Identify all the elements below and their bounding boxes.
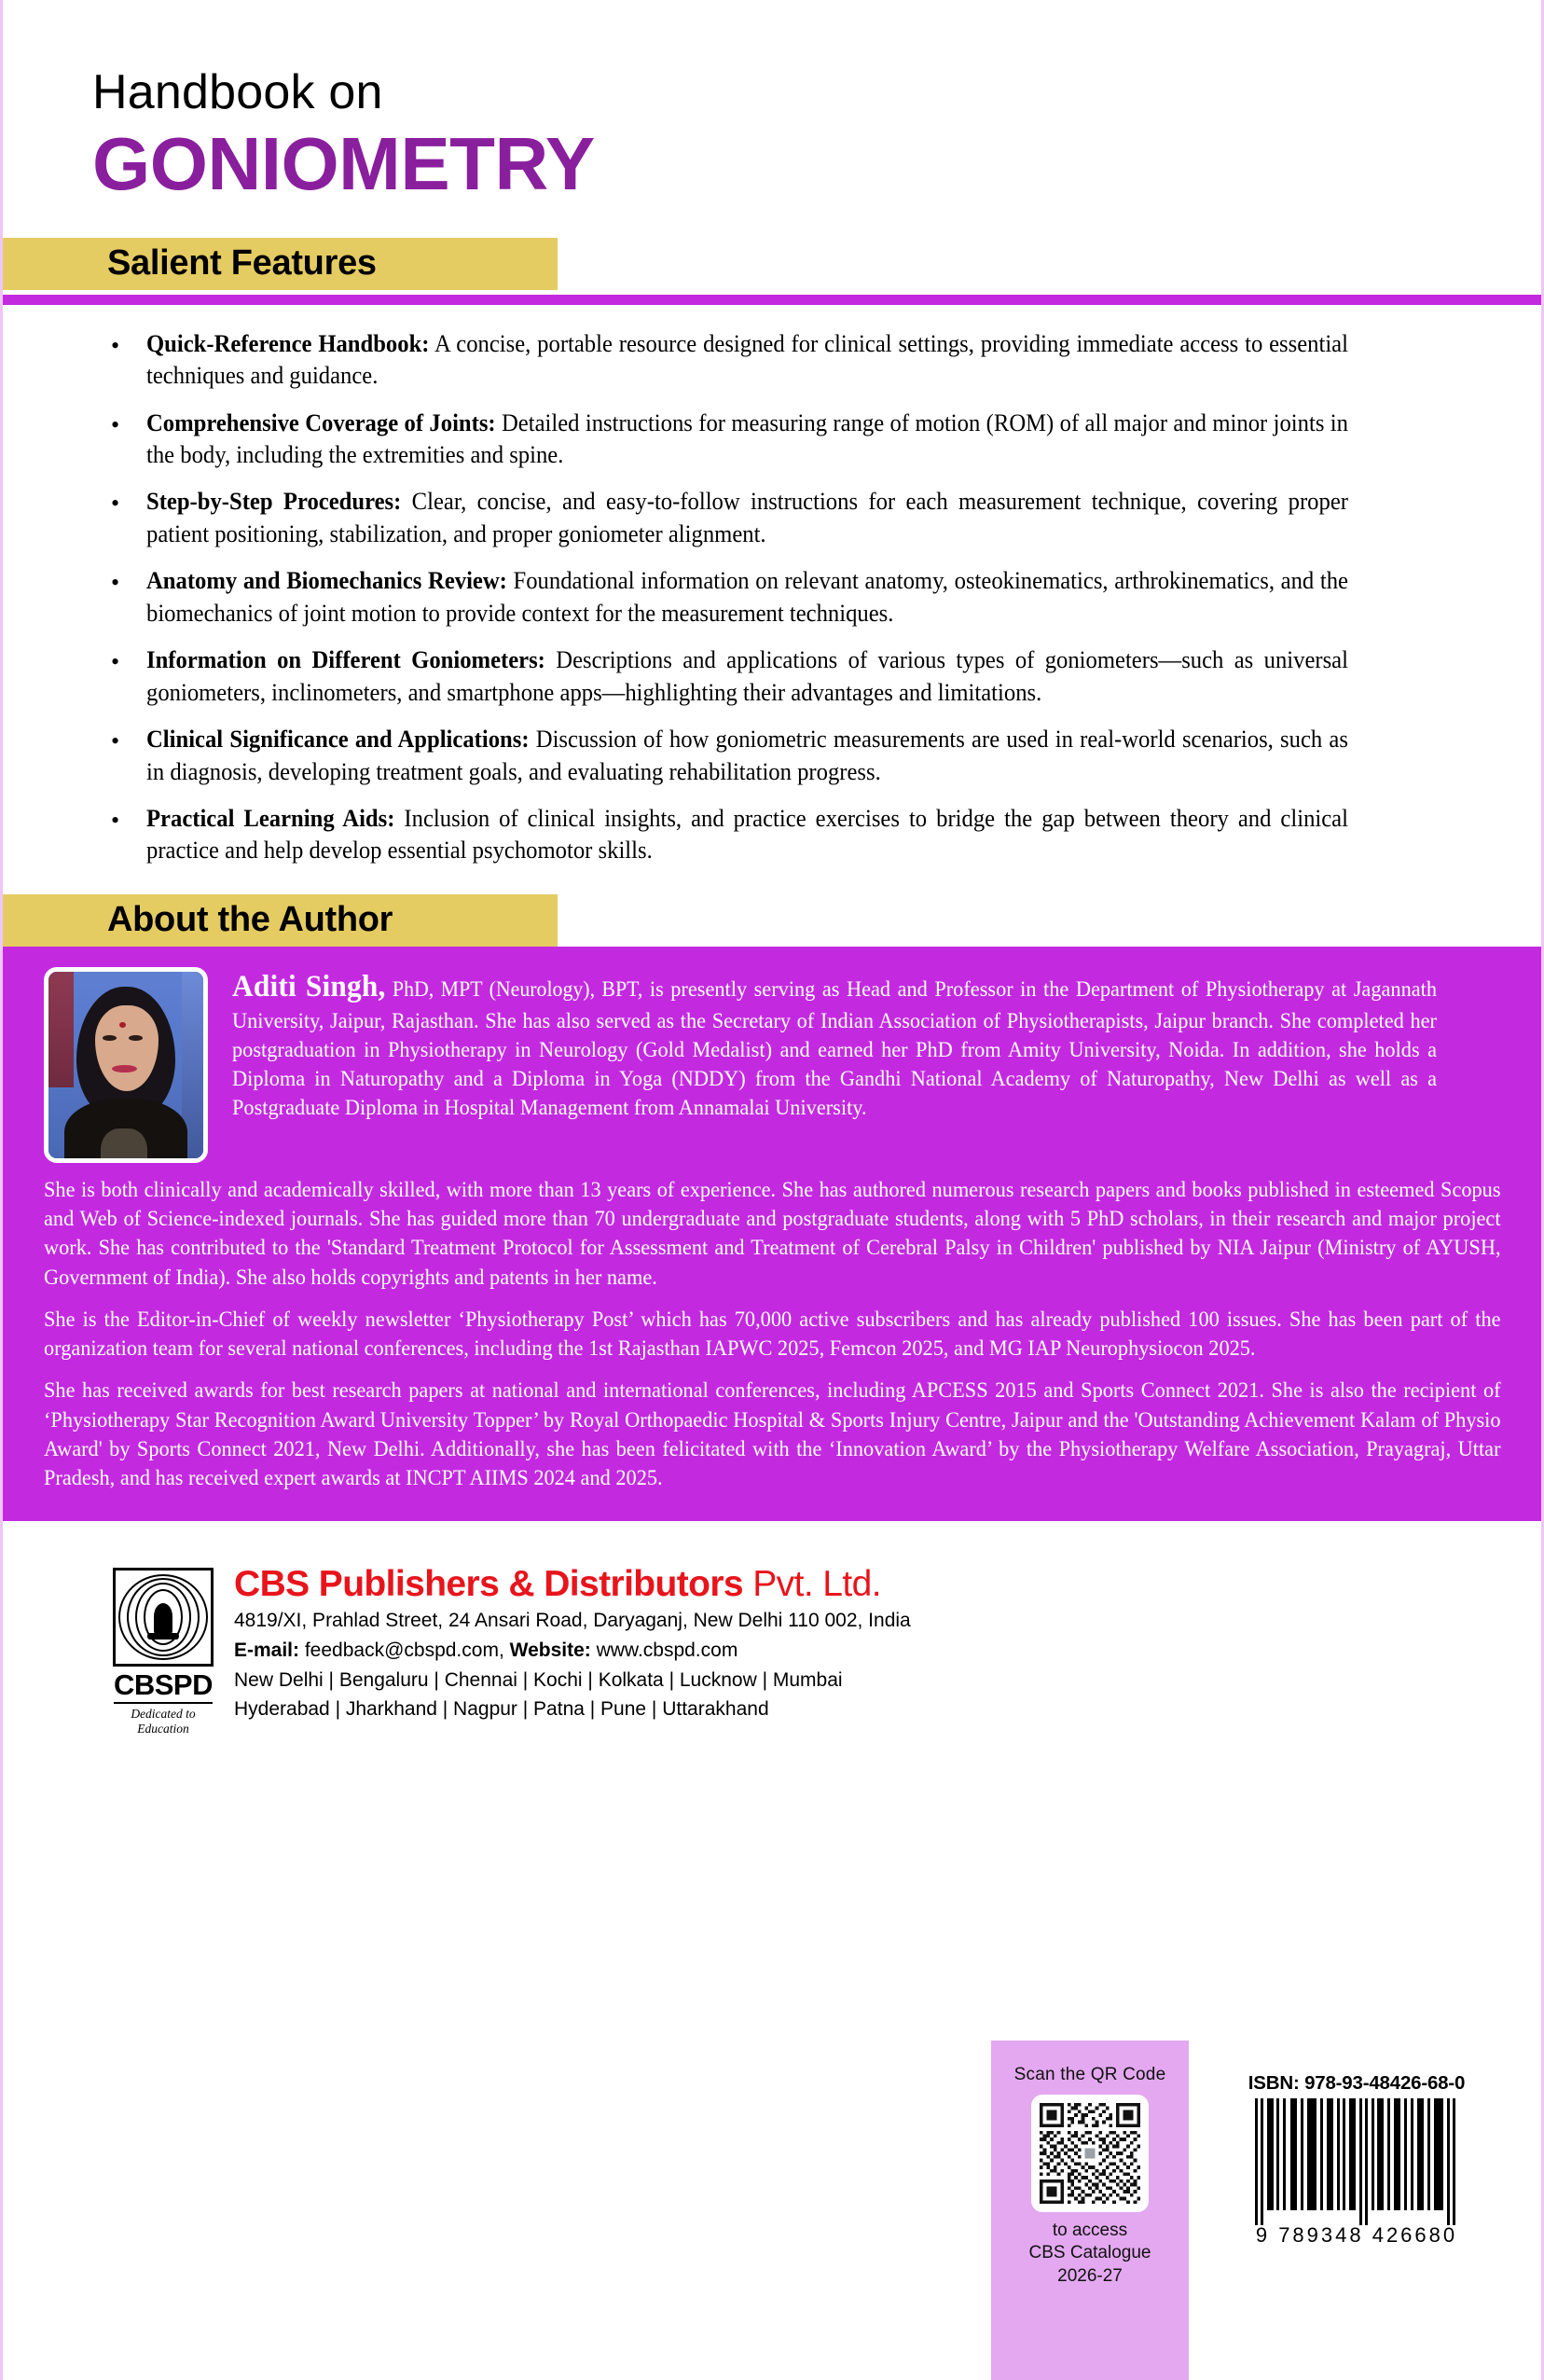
feature-text [146, 564, 1348, 629]
list-item [107, 643, 1439, 708]
about-author-banner-row [3, 894, 1541, 947]
bullet-icon: • [111, 648, 120, 676]
emblem-figure-icon [154, 1603, 172, 1635]
list-item [107, 723, 1439, 787]
bullet-icon: • [111, 727, 120, 755]
author-name: Aditi Singh, [232, 969, 386, 1003]
qr-subtext [1029, 2220, 1151, 2288]
salient-features-label: Salient Features [107, 243, 377, 284]
qr-subtext-line3: 2026-27 [1057, 2265, 1123, 2286]
barcode-digits: 9 789348 426680 [1255, 2223, 1458, 2247]
author-intro-text: is presently serving as Head and Professor in the Department of Physiotherapy at Jagannath University, Jaipur, Rajasthan. She has also served as the Secretary of Indian Association of Physiotherapists, Jaipur branch. She completed her postgraduation in Physiotherapy in Neurology (Gold Medalist) and earned her PhD from Amity University, Noida. In addition, she holds a Diploma in Naturopathy and a Diploma in Yoga (NDDY) from the Gandhi National Academy of Naturopathy, New Delhi as well as a Postgraduate Diploma in Hospital Management from Annamalai University. [232, 976, 1438, 1121]
feature-body: Discussion of how goniometric measurements are used in real-world scenarios, such as in diagnosis, developing treatment goals, and evaluating rehabilitation progress. [146, 725, 1348, 785]
qr-code-icon[interactable] [1031, 2095, 1149, 2212]
feature-heading: Quick-Reference Handbook: [146, 328, 430, 357]
cbspd-logo [113, 1568, 214, 1737]
barcode-icon [1246, 2098, 1468, 2225]
feature-heading: Comprehensive Coverage of Joints: [146, 408, 496, 436]
feature-heading: Information on Different Goniometers: [146, 645, 545, 674]
publisher-cities-line1: New Delhi | Bengaluru | Chennai | Kochi | Kolkata | Lucknow | Mumbai [234, 1668, 843, 1691]
qr-code-svg [1040, 2103, 1140, 2204]
feature-body: A concise, portable resource designed for clinical settings, providing immediate access to essential techniques and guidance. [146, 328, 1348, 390]
feature-text [146, 723, 1348, 787]
feature-text [146, 485, 1348, 549]
feature-body: Foundational information on relevant anatomy, osteokinematics, arthrokinematics, and the biomechanics of joint motion to provide context for the measurement techniques. [146, 566, 1348, 627]
portrait-collar [101, 1128, 147, 1158]
feature-text [146, 802, 1348, 866]
feature-heading: Practical Learning Aids: [146, 803, 395, 832]
bullet-icon: • [111, 569, 120, 597]
bullet-icon: • [111, 331, 120, 359]
bullet-icon: • [111, 490, 120, 518]
salient-features-banner-row [3, 238, 1541, 305]
barcode-svg [1246, 2098, 1468, 2225]
isbn-block [1235, 2072, 1478, 2248]
feature-text [146, 643, 1348, 708]
salient-features-banner [3, 238, 558, 290]
feature-heading: Clinical Significance and Applications: [146, 725, 530, 754]
publisher-name-bold: CBS Publishers & Distributors [234, 1564, 744, 1605]
qr-subtext-line2: CBS Catalogue [1028, 2243, 1151, 2263]
website-label: Website: [509, 1639, 591, 1661]
author-paragraph: She is the Editor-in-Chief of weekly newsletter ‘Physiotherapy Post’ which has 70,000 active subscribers and has already published 100 issues. She has been part of the organization team for several national conferences, including the 1st Rajasthan IAPWC 2025, Femcon 2025, and MG IAP Neurophysiocon 2025. [44, 1307, 1501, 1362]
publisher-contact [234, 1637, 911, 1665]
list-item [107, 407, 1439, 471]
features-list [3, 305, 1541, 881]
bullet-icon: • [111, 410, 120, 438]
avatar [44, 967, 208, 1163]
about-author-banner [3, 894, 558, 947]
qr-subtext-line1: to access [1052, 2221, 1128, 2240]
feature-text [146, 407, 1348, 471]
website-value[interactable]: www.cbspd.com [590, 1639, 738, 1661]
qr-panel [991, 2041, 1189, 2380]
page-title-line2: GONIOMETRY [92, 122, 595, 206]
cbspd-wordmark: CBSPD [114, 1670, 213, 1704]
qr-caption: Scan the QR Code [1013, 2065, 1166, 2084]
list-item [107, 485, 1439, 549]
list-item [107, 564, 1439, 629]
email-value[interactable]: feedback@cbspd.com, [299, 1639, 510, 1661]
publisher-name-light: Pvt. Ltd. [743, 1564, 881, 1605]
feature-body: Descriptions and applications of various types of goniometers—such as universal goniometers, inclinometers, and smartphone apps—highlighting their advantages and limitations. [146, 645, 1348, 706]
publisher-block [3, 1564, 911, 1737]
about-author-label: About the Author [107, 900, 393, 940]
page-title-line1: Handbook on [92, 65, 383, 119]
author-portrait-image [48, 972, 203, 1158]
cbspd-tagline: Dedicated to Education [131, 1706, 196, 1736]
cbspd-emblem-icon [113, 1568, 214, 1667]
list-item [107, 802, 1439, 866]
publisher-details [234, 1564, 911, 1723]
isbn-label: ISBN: 978-93-48426-68-0 [1248, 2072, 1466, 2094]
title-block [3, 0, 1541, 206]
author-header [44, 967, 1500, 1163]
bullet-icon: • [111, 806, 120, 834]
feature-heading: Step-by-Step Procedures: [146, 487, 402, 516]
author-degrees: PhD, MPT (Neurology), BPT, [385, 976, 643, 1001]
purple-divider-rule [3, 295, 1541, 305]
feature-text [146, 327, 1348, 392]
author-paragraph: She has received awards for best research papers at national and international conferences, including APCESS 2015 and Sports Connect 2021. She is also the recipient of ‘Physiotherapy Star Recognition Award University Topper’ by Royal Orthopaedic Hospital & Sports Injury Centre, Jaipur and the 'Outstanding Achievement Kalam of Physio Award' by Sports Connect 2021, New Delhi. Additionally, she has been felicitated with the ‘Innovation Award’ by the Physiotherapy Welfare Association, Prayagraj, Uttar Pradesh, and has received expert awards at INCPT AIIMS 2024 and 2025. [44, 1378, 1501, 1491]
publisher-cities-line2: Hyderabad | Jharkhand | Nagpur | Patna | Pune | Uttarakhand [234, 1698, 769, 1721]
author-paragraph: She is both clinically and academically skilled, with more than 13 years of experience. She has authored numerous research papers and books published in esteemed Scopus and Web of Science-indexed journals. She has guided more than 70 undergraduate and postgraduate students, along with 5 PhD scholars, in their research and major project work. She has contributed to the 'Standard Treatment Protocol for Assessment and Treatment of Cerebral Palsy in Children' published by NIA Jaipur (Ministry of AYUSH, Government of India). She also holds copyrights and patents in her name. [44, 1177, 1501, 1290]
author-panel [3, 947, 1541, 1522]
publisher-address: 4819/XI, Prahlad Street, 24 Ansari Road, Daryaganj, New Delhi 110 002, India [234, 1610, 911, 1631]
feature-body: Clear, concise, and easy-to-follow instructions for each measurement technique, covering proper patient positioning, stabilization, and proper goniometer alignment. [146, 487, 1348, 547]
feature-body: Inclusion of clinical insights, and practice exercises to bridge the gap between theory and clinical practice and help develop essential psychomotor skills. [146, 803, 1348, 865]
portrait-lips [112, 1065, 137, 1072]
portrait-bg-left [48, 972, 74, 1087]
author-bio-intro [232, 967, 1437, 1124]
publisher-name [234, 1564, 911, 1605]
footer [3, 1521, 1541, 2380]
list-item [107, 327, 1439, 392]
feature-body: Detailed instructions for measuring range of motion (ROM) of all major and minor joints in the body, including the extremities and spine. [146, 408, 1348, 469]
email-label: E-mail: [234, 1639, 300, 1661]
portrait-bindi [119, 1022, 126, 1028]
feature-heading: Anatomy and Biomechanics Review: [146, 566, 507, 595]
